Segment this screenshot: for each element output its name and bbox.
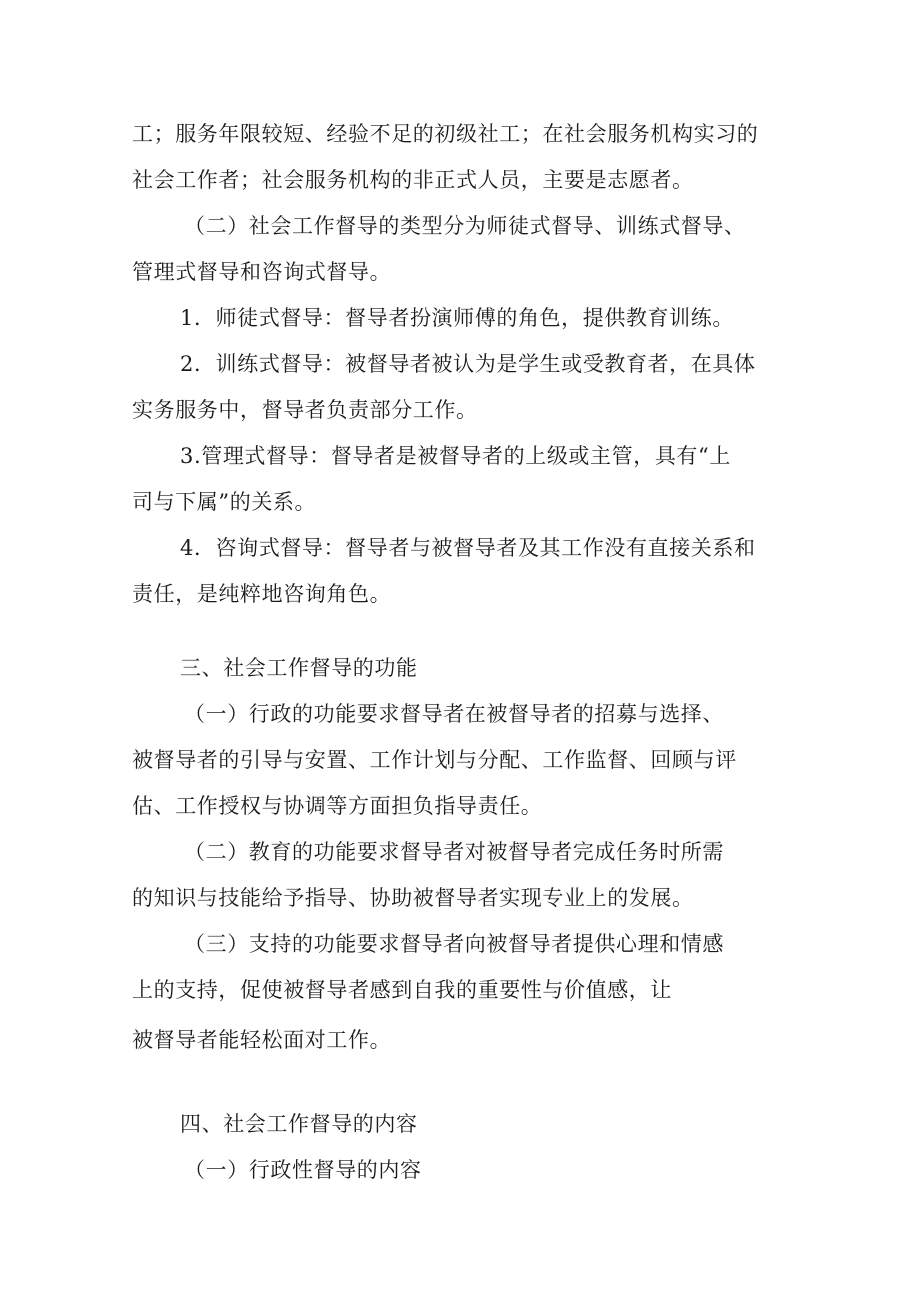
text-line: 的知识与技能给予指导、协助被督导者实现专业上的发展。 bbox=[132, 886, 694, 910]
text-line: （一）行政的功能要求督导者在被督导者的招募与选择、 bbox=[184, 702, 724, 726]
subsection-heading: （一）行政性督导的内容 bbox=[184, 1158, 422, 1182]
section-heading: 三、社会工作督导的功能 bbox=[180, 656, 418, 680]
text-line: （二）教育的功能要求督导者对被督导者完成任务时所需 bbox=[184, 840, 724, 864]
text-line: 责任，是纯粹地咨询角色。 bbox=[132, 582, 392, 606]
text-line: 管理式督导和咨询式督导。 bbox=[132, 260, 392, 284]
text-line: （二）社会工作督导的类型分为师徒式督导、训练式督导、 bbox=[184, 214, 746, 238]
list-item-text: 3.管理式督导：督导者是被督导者的上级或主管，具有“上 bbox=[180, 444, 731, 468]
list-item-text: 2．训练式督导：被督导者被认为是学生或受教育者，在具体 bbox=[180, 352, 756, 376]
text-line: 估、工作授权与协调等方面担负指导责任。 bbox=[132, 794, 543, 818]
text-line: 被督导者的引导与安置、工作计划与分配、工作监督、回顾与评 bbox=[132, 748, 737, 772]
text-line: 社会工作者；社会服务机构的非正式人员，主要是志愿者。 bbox=[132, 168, 694, 192]
text-line: （三）支持的功能要求督导者向被督导者提供心理和情感 bbox=[184, 932, 724, 956]
text-line: 被督导者能轻松面对工作。 bbox=[132, 1028, 392, 1052]
list-item-text: 4．咨询式督导：督导者与被督导者及其工作没有直接关系和 bbox=[180, 536, 756, 560]
section-heading: 四、社会工作督导的内容 bbox=[180, 1112, 418, 1136]
list-item-text: 1．师徒式督导：督导者扮演师傅的角色，提供教育训练。 bbox=[180, 306, 734, 330]
text-line: 实务服务中，督导者负责部分工作。 bbox=[132, 398, 478, 422]
text-line: 上的支持，促使被督导者感到自我的重要性与价值感，让 bbox=[132, 978, 672, 1002]
text-line: 司与下属”的关系。 bbox=[132, 490, 317, 514]
text-line: 工；服务年限较短、经验不足的初级社工；在社会服务机构实习的 bbox=[132, 122, 759, 146]
